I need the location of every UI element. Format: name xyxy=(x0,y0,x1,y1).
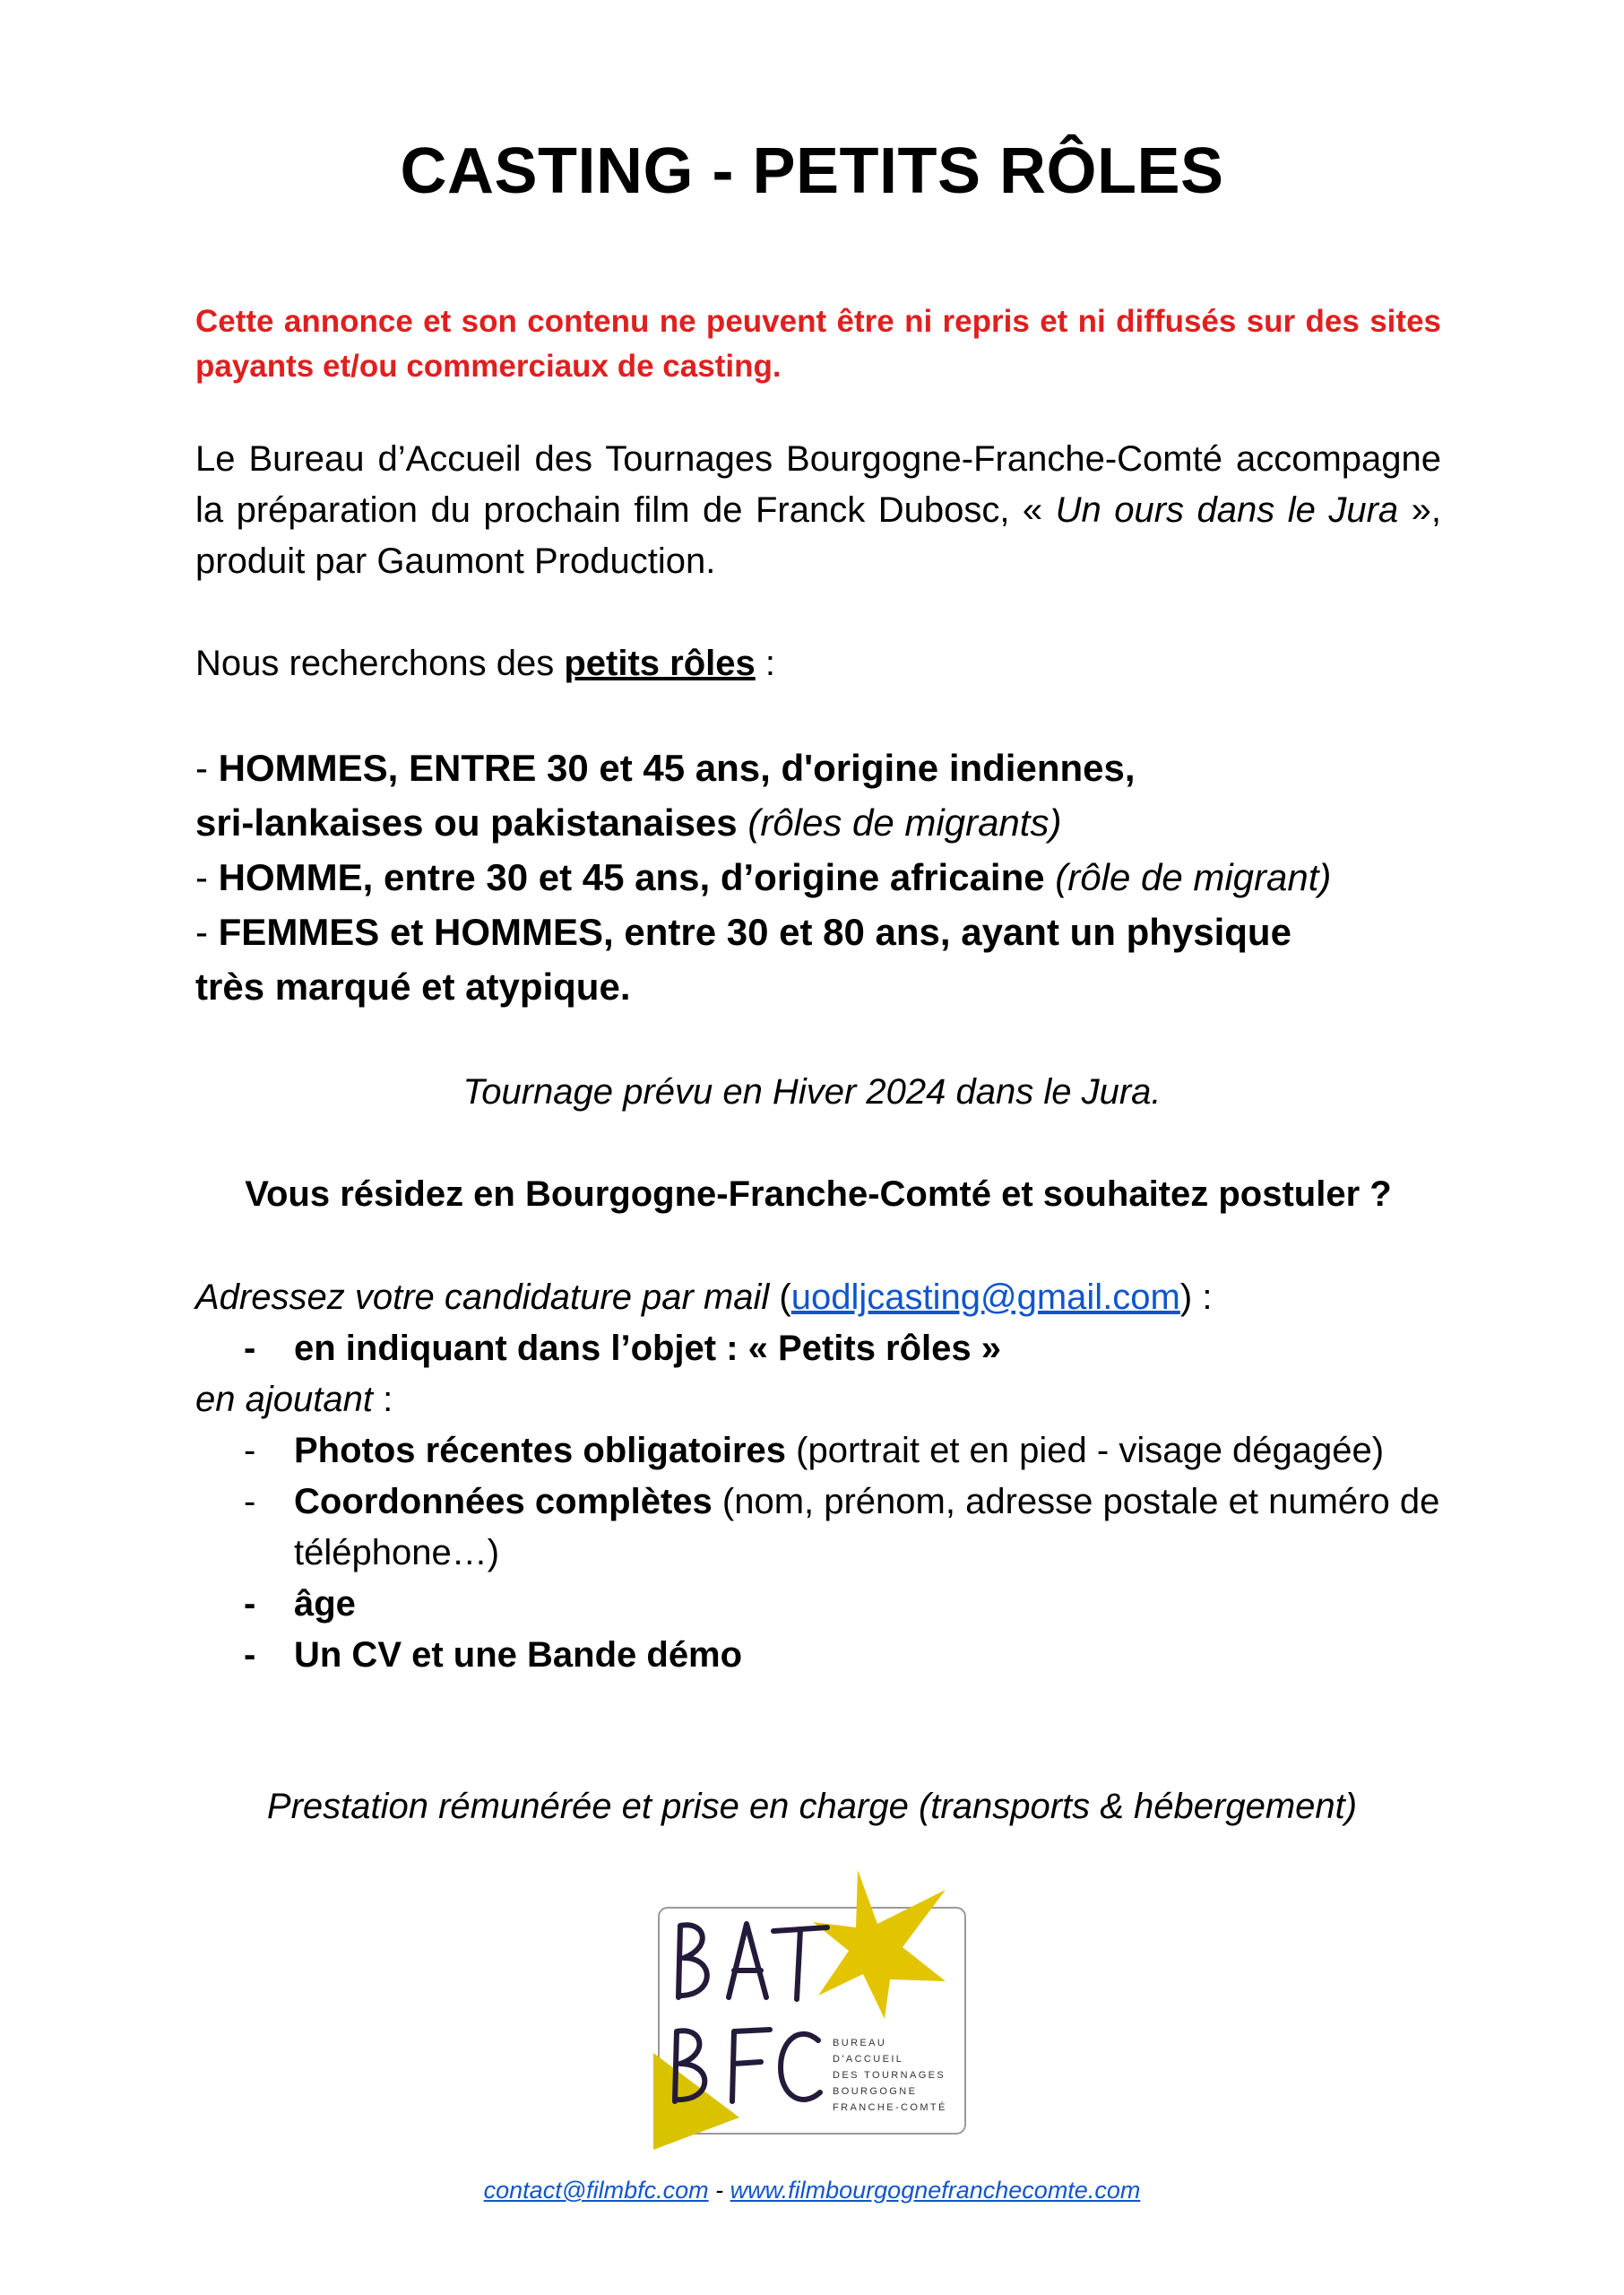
application-instructions xyxy=(195,1272,1468,1681)
subject-instruction-item xyxy=(195,1323,1468,1374)
logo-caption-line-3: DES TOURNAGES xyxy=(833,2070,946,2081)
compensation-note: Prestation rémunérée et prise en charge (transports & hébergement) xyxy=(266,1787,1358,1826)
application-intro-suffix: : xyxy=(1192,1277,1213,1317)
search-highlight: petits rôles xyxy=(564,644,756,683)
requirement-item-2 xyxy=(195,1477,1468,1579)
requirement-2-bold: Coordonnées complètes xyxy=(294,1482,713,1521)
requirement-1-rest: (portrait et en pied - visage dégagée) xyxy=(786,1431,1385,1470)
logo-caption-line-1: BUREAU xyxy=(833,2038,887,2048)
logo-caption-line-4: BOURGOGNE xyxy=(833,2086,918,2097)
role-item-3-bold-1: FEMMES et HOMMES, entre 30 et 80 ans, ayant un physique xyxy=(218,911,1291,953)
footer-contacts xyxy=(0,2177,1624,2204)
role-item-2-bold: HOMME, entre 30 et 45 ans, d’origine africaine xyxy=(218,856,1045,898)
casting-email-link[interactable]: uodljcasting@gmail.com xyxy=(790,1277,1180,1317)
search-statement xyxy=(195,638,775,689)
role-item-1-note: (rôles de migrants) xyxy=(747,801,1062,844)
warning-notice: Cette annonce et son contenu ne peuvent être ni repris et ni diffusés sur des sites payants et/ou commerciaux de casting. xyxy=(195,304,1441,384)
application-intro: Adressez votre candidature par mail xyxy=(195,1277,770,1317)
bullet-dash: - xyxy=(244,1482,256,1521)
role-item-1-line-2 xyxy=(195,795,1468,850)
intro-text-after: », produit par Gaumont Production. xyxy=(195,490,1441,581)
adding-suffix: : xyxy=(372,1380,393,1419)
role-item-3-line-1: - FEMMES et HOMMES, entre 30 et 80 ans, ayant un physique xyxy=(195,911,1291,953)
role-item-2-note: (rôle de migrant) xyxy=(1055,856,1332,898)
application-question: Vous résidez en Bourgogne-Franche-Comté et souhaitez postuler ? xyxy=(245,1174,1392,1214)
footer-email-link[interactable]: contact@filmbfc.com xyxy=(483,2177,709,2204)
intro-paragraph xyxy=(195,434,1441,587)
bullet-dash: - xyxy=(244,1584,256,1624)
role-item-3-line-2 xyxy=(195,959,1468,1014)
requirement-2-rest: (nom, prénom, adresse postale et numéro de téléphone…) xyxy=(294,1482,1440,1572)
role-item-1-line-1: - HOMMES, ENTRE 30 et 45 ans, d'origine indiennes, xyxy=(195,747,1136,789)
requirement-4-bold: Un CV et une Bande démo xyxy=(294,1635,743,1675)
search-prefix: Nous recherchons des xyxy=(195,644,565,683)
adding-label: en ajoutant xyxy=(195,1380,373,1419)
logo-caption-line-2: D'ACCUEIL xyxy=(833,2054,904,2065)
requirement-item-3 xyxy=(195,1579,1468,1630)
bat-bfc-logo xyxy=(650,1865,981,2152)
requirement-1-bold: Photos récentes obligatoires xyxy=(294,1431,787,1470)
role-item-1-bold-2: sri-lankaises ou pakistanaises xyxy=(195,801,738,844)
logo-star-shape xyxy=(813,1870,946,2019)
logo-bat-letters xyxy=(678,1924,827,1999)
role-item-1-bold-1: HOMMES, ENTRE 30 et 45 ans, d'origine indiennes, xyxy=(218,747,1136,789)
logo-caption-line-5: FRANCHE-COMTÉ xyxy=(833,2102,947,2113)
role-item-3-bold-2: très marqué et atypique. xyxy=(195,966,631,1008)
requirement-3-bold: âge xyxy=(294,1584,356,1624)
requirement-item-4 xyxy=(195,1630,1468,1681)
role-item-2: - HOMME, entre 30 et 45 ans, d’origine africaine (rôle de migrant) xyxy=(195,856,1332,898)
bullet-dash: - xyxy=(244,1635,256,1675)
film-title: Un ours dans le Jura xyxy=(1055,490,1399,530)
bullet-dash: - xyxy=(244,1431,256,1470)
roles-list xyxy=(195,740,1468,1014)
bat-bfc-logo-graphic xyxy=(650,1865,981,2152)
search-suffix: : xyxy=(755,644,775,683)
shooting-note: Tournage prévu en Hiver 2024 dans le Jura. xyxy=(462,1072,1162,1112)
requirement-item-1 xyxy=(195,1425,1468,1477)
footer-website-link[interactable]: www.filmbourgognefranchecomte.com xyxy=(730,2177,1141,2204)
bullet-dash: - xyxy=(244,1329,256,1368)
page-title: CASTING - PETITS RÔLES xyxy=(400,135,1224,207)
application-intro-row: Adressez votre candidature par mail (uodljcasting@gmail.com) : xyxy=(195,1277,1213,1317)
intro-text-before: Le Bureau d’Accueil des Tournages Bourgogne-Franche-Comté accompagne la préparation du prochain film de Franck Dubosc, « xyxy=(195,439,1441,530)
adding-row xyxy=(195,1374,1468,1425)
footer-separator: - xyxy=(708,2177,730,2204)
subject-instruction: en indiquant dans l’objet : « Petits rôles » xyxy=(294,1329,1002,1368)
